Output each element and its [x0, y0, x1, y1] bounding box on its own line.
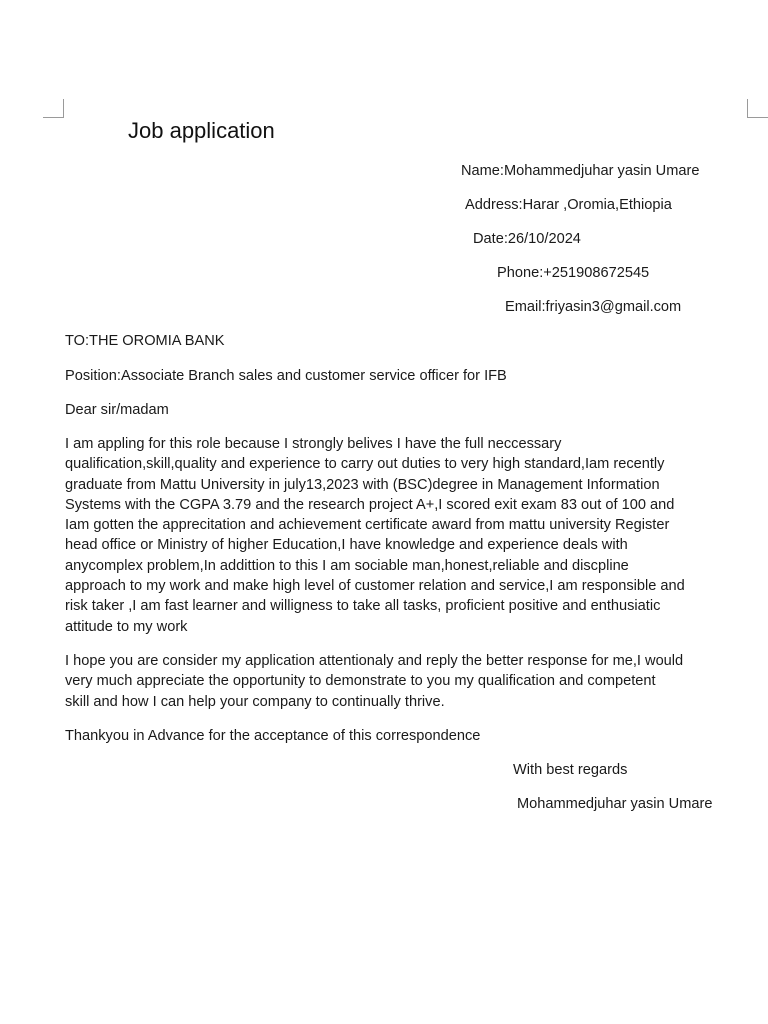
body-paragraph-1	[65, 434, 749, 637]
paragraph-line: Systems with the CGPA 3.79 and the research project A+,I scored exit exam 83 out of 100 and	[65, 496, 675, 513]
paragraph-line: I hope you are consider my application attentionaly and reply the better response for me,I would	[65, 653, 684, 669]
thanks-line: Thankyou in Advance for the acceptance of this correspondence	[65, 728, 481, 744]
closing-line: With best regards	[513, 762, 628, 778]
paragraph-line: graduate from Mattu University in july13,2023 with (BSC)degree in Management Information	[65, 476, 660, 493]
document-title: Job application	[128, 118, 275, 143]
sender-phone: Phone:+251908672545	[497, 265, 650, 281]
paragraph-line: qualification,skill,quality and experience to carry out duties to very high standard,Iam recently	[65, 456, 665, 473]
paragraph-line: very much appreciate the opportunity to demonstrate to you my qualification and competent	[65, 673, 656, 690]
paragraph-line: attitude to my work	[65, 618, 188, 635]
paragraph-line: risk taker ,I am fast learner and willigness to take all tasks, proficient positive and enthusiatic	[65, 598, 661, 615]
signature-name: Mohammedjuhar yasin Umare	[517, 796, 713, 812]
position-line: Position:Associate Branch sales and customer service officer for IFB	[65, 368, 507, 384]
recipient-line: TO:THE OROMIA BANK	[65, 333, 225, 349]
letter-date: Date:26/10/2024	[473, 231, 581, 247]
margin-corner-mark-top-left	[43, 99, 64, 118]
paragraph-line: I am appling for this role because I strongly belives I have the full neccessary	[65, 436, 562, 452]
margin-corner-mark-top-right	[747, 99, 768, 118]
paragraph-line: approach to my work and make high level of customer relation and service,I am responsible and	[65, 578, 685, 595]
body-paragraph-2	[65, 651, 749, 712]
paragraph-line: skill and how I can help your company to continually thrive.	[65, 693, 445, 710]
sender-name: Name:Mohammedjuhar yasin Umare	[461, 163, 700, 179]
paragraph-line: anycomplex problem,In addittion to this I am sociable man,honest,reliable and discpline	[65, 557, 629, 574]
paragraph-line: head office or Ministry of higher Education,I have knowledge and experience deals with	[65, 537, 628, 554]
paragraph-line: Iam gotten the apprecitation and achievement certificate award from mattu university Register	[65, 517, 670, 534]
sender-email: Email:friyasin3@gmail.com	[505, 299, 682, 315]
greeting-line: Dear sir/madam	[65, 402, 169, 418]
sender-address: Address:Harar ,Oromia,Ethiopia	[465, 197, 672, 213]
